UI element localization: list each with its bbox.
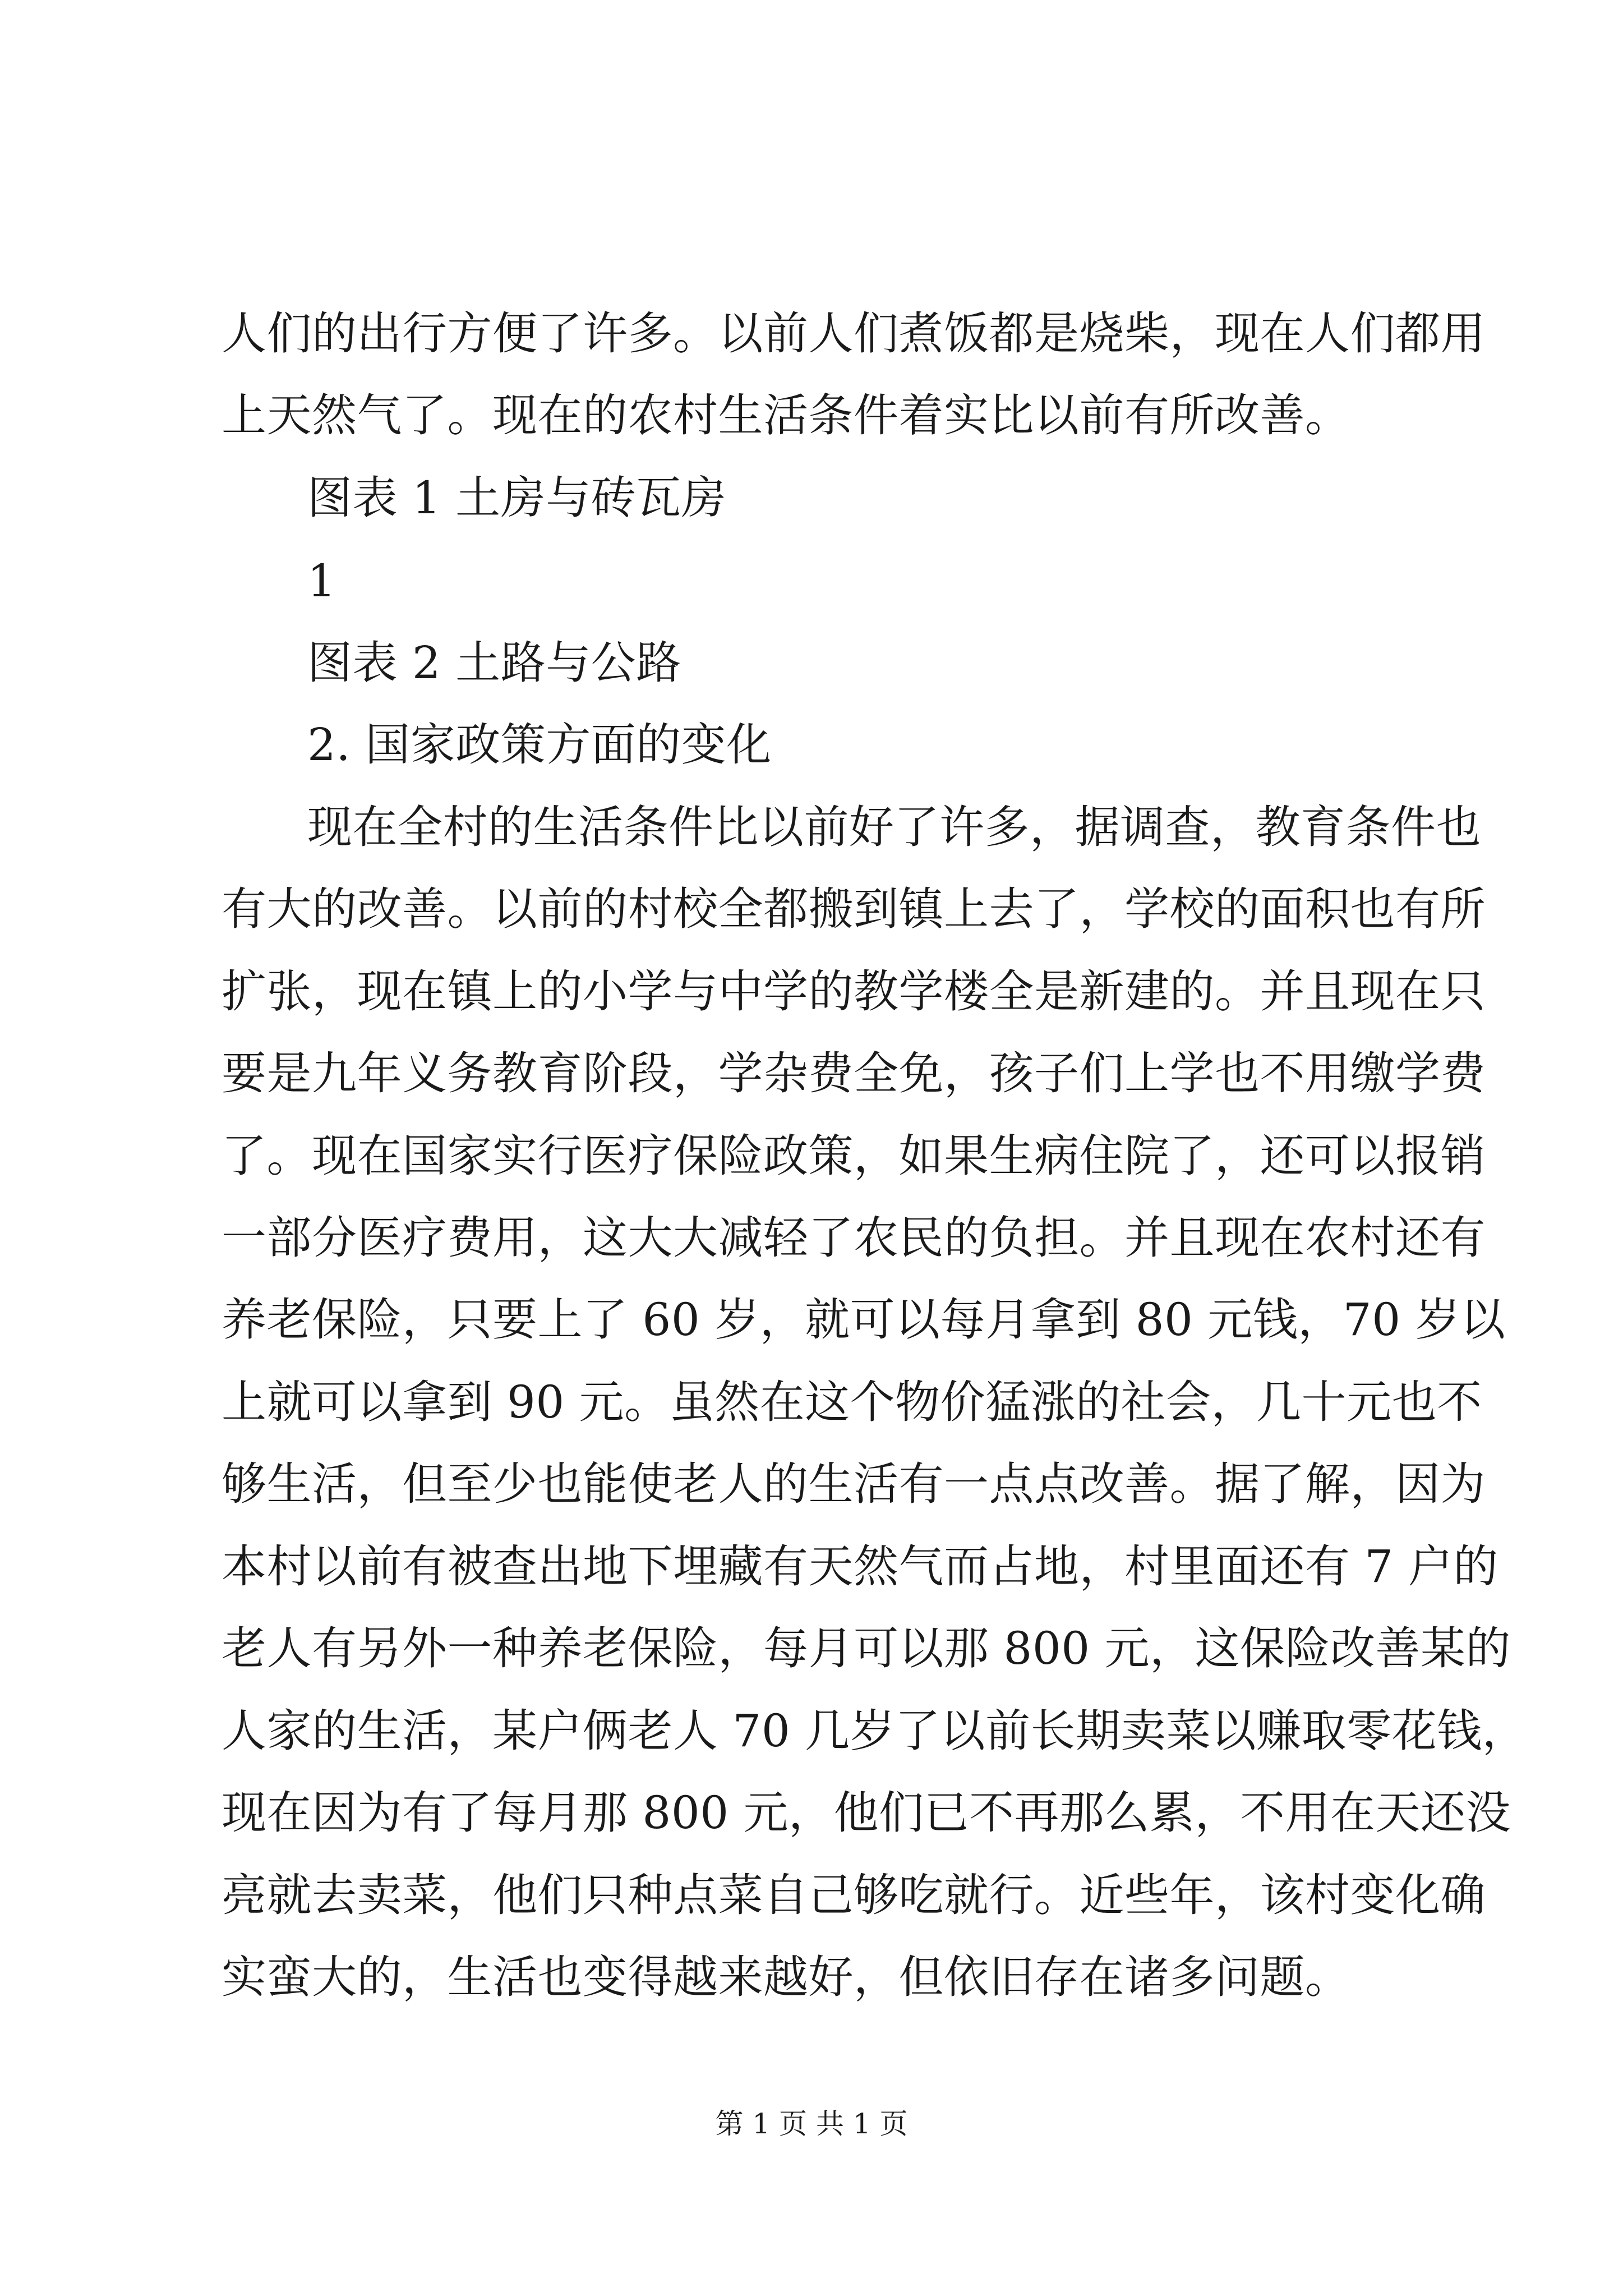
body-text-line: 亮就去卖菜，他们只种点菜自己够吃就行。近些年，该村变化确: [222, 1869, 1486, 1921]
figure-number: 1: [307, 555, 336, 607]
section-heading: 2. 国家政策方面的变化: [307, 719, 772, 771]
figure-caption: 图表 1 土房与砖瓦房: [307, 472, 727, 524]
body-text-line: 本村以前有被查出地下埋藏有天然气而占地，村里面还有 7 户的: [222, 1540, 1498, 1593]
body-text-line: 了。现在国家实行医疗保险政策，如果生病住院了，还可以报销: [222, 1130, 1486, 1182]
body-text-line: 人们的出行方便了许多。以前人们煮饭都是烧柴，现在人们都用: [222, 307, 1486, 360]
body-text-line: 扩张，现在镇上的小学与中学的教学楼全是新建的。并且现在只: [222, 965, 1486, 1018]
body-text-line: 上天然气了。现在的农村生活条件着实比以前有所改善。: [222, 389, 1350, 441]
body-text-line: 上就可以拿到 90 元。虽然在这个物价猛涨的社会，几十元也不: [222, 1376, 1482, 1428]
body-text-line: 够生活，但至少也能使老人的生活有一点点改善。据了解，因为: [222, 1458, 1486, 1510]
body-text-line: 人家的生活，某户俩老人 70 几岁了以前长期卖菜以赚取零花钱，: [222, 1705, 1528, 1757]
body-text-line: 养老保险，只要上了 60 岁，就可以每月拿到 80 元钱，70 岁以: [222, 1294, 1506, 1346]
body-text-line: 有大的改善。以前的村校全都搬到镇上去了，学校的面积也有所: [222, 883, 1486, 935]
page-footer: 第 1 页 共 1 页: [715, 2108, 908, 2140]
figure-caption: 图表 2 土路与公路: [307, 637, 681, 689]
body-text-line: 一部分医疗费用，这大大减轻了农民的负担。并且现在农村还有: [222, 1212, 1486, 1264]
body-text-line: 要是九年义务教育阶段，学杂费全免，孩子们上学也不用缴学费: [222, 1047, 1486, 1099]
body-text-line: 现在因为有了每月那 800 元，他们已不再那么累，不用在天还没: [222, 1787, 1511, 1839]
body-text-line: 老人有另外一种养老保险，每月可以那 800 元，这保险改善某的: [222, 1622, 1511, 1674]
body-text-line: 现在全村的生活条件比以前好了许多，据调查，教育条件也: [307, 801, 1481, 853]
body-text-line: 实蛮大的，生活也变得越来越好，但依旧存在诸多问题。: [222, 1951, 1350, 2003]
